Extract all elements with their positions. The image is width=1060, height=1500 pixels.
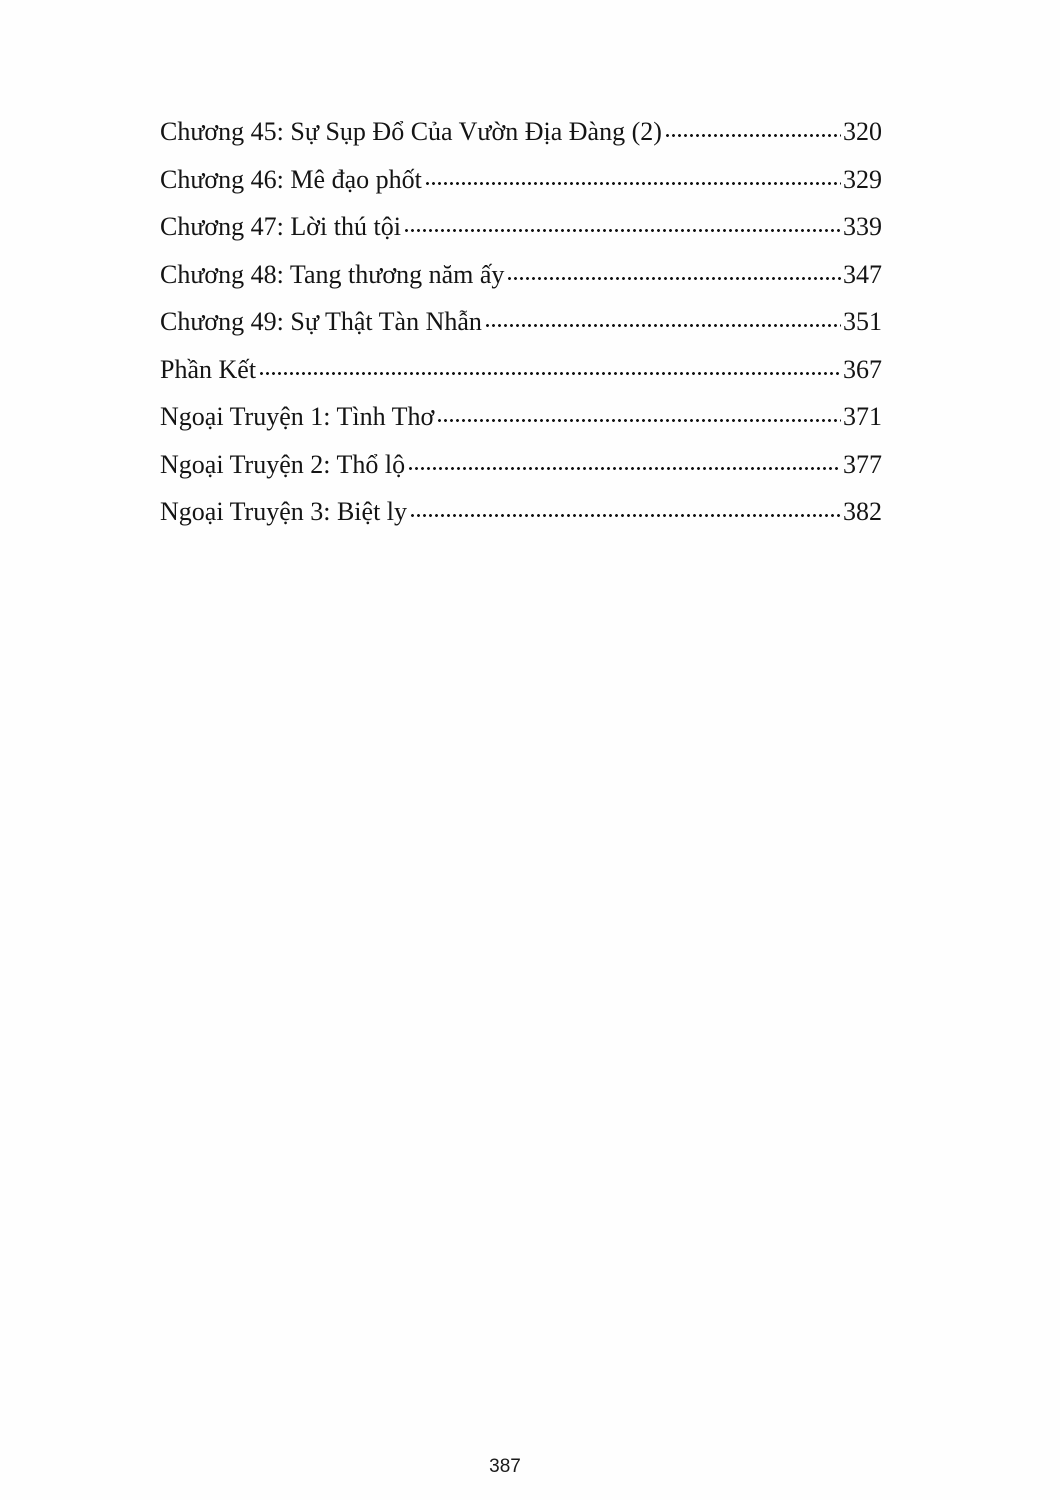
toc-entry-page: 371 bbox=[843, 402, 882, 431]
toc-entry bbox=[160, 488, 882, 536]
dot-leader bbox=[486, 303, 841, 329]
toc-entry-title: Phần Kết bbox=[160, 354, 257, 384]
toc-entry-title: Ngoại Truyện 3: Biệt ly bbox=[160, 497, 408, 526]
toc-entry-title: Chương 45: Sự Sụp Đổ Của Vườn Địa Đàng (2) bbox=[160, 117, 662, 146]
toc-entry-page: 367 bbox=[843, 354, 882, 384]
toc-entry bbox=[160, 203, 882, 251]
toc-entry-title: Ngoại Truyện 2: Thổ lộ bbox=[160, 449, 406, 479]
dot-leader bbox=[405, 208, 841, 234]
toc-entry-page: 351 bbox=[843, 307, 882, 336]
toc-entry bbox=[160, 346, 882, 394]
page-number: 387 bbox=[489, 1456, 521, 1477]
toc-entry bbox=[160, 156, 882, 204]
toc-entry-page: 377 bbox=[843, 449, 882, 479]
toc-entry-title: Chương 46: Mê đạo phốt bbox=[160, 164, 422, 194]
dot-leader bbox=[508, 256, 841, 282]
toc-entry-page: 382 bbox=[843, 497, 882, 526]
dot-leader bbox=[438, 398, 841, 424]
toc-entry-page: 339 bbox=[843, 212, 882, 241]
toc-entry bbox=[160, 108, 882, 156]
dot-leader bbox=[426, 161, 841, 187]
toc-entry bbox=[160, 393, 882, 441]
toc-entry-title: Chương 47: Lời thú tội bbox=[160, 212, 401, 241]
toc-entry bbox=[160, 298, 882, 346]
dot-leader bbox=[411, 493, 841, 519]
toc-entry-page: 329 bbox=[843, 164, 882, 194]
toc-entry-title: Chương 48: Tang thương năm ấy bbox=[160, 259, 505, 289]
table-of-contents bbox=[160, 108, 882, 536]
toc-entry-title: Chương 49: Sự Thật Tàn Nhẫn bbox=[160, 307, 482, 336]
toc-entry-title: Ngoại Truyện 1: Tình Thơ bbox=[160, 402, 435, 431]
toc-entry-page: 347 bbox=[843, 259, 882, 289]
toc-entry-page: 320 bbox=[843, 117, 882, 146]
toc-entry bbox=[160, 251, 882, 299]
dot-leader bbox=[409, 446, 841, 472]
dot-leader bbox=[666, 113, 841, 139]
dot-leader bbox=[260, 351, 841, 377]
toc-entry bbox=[160, 441, 882, 489]
